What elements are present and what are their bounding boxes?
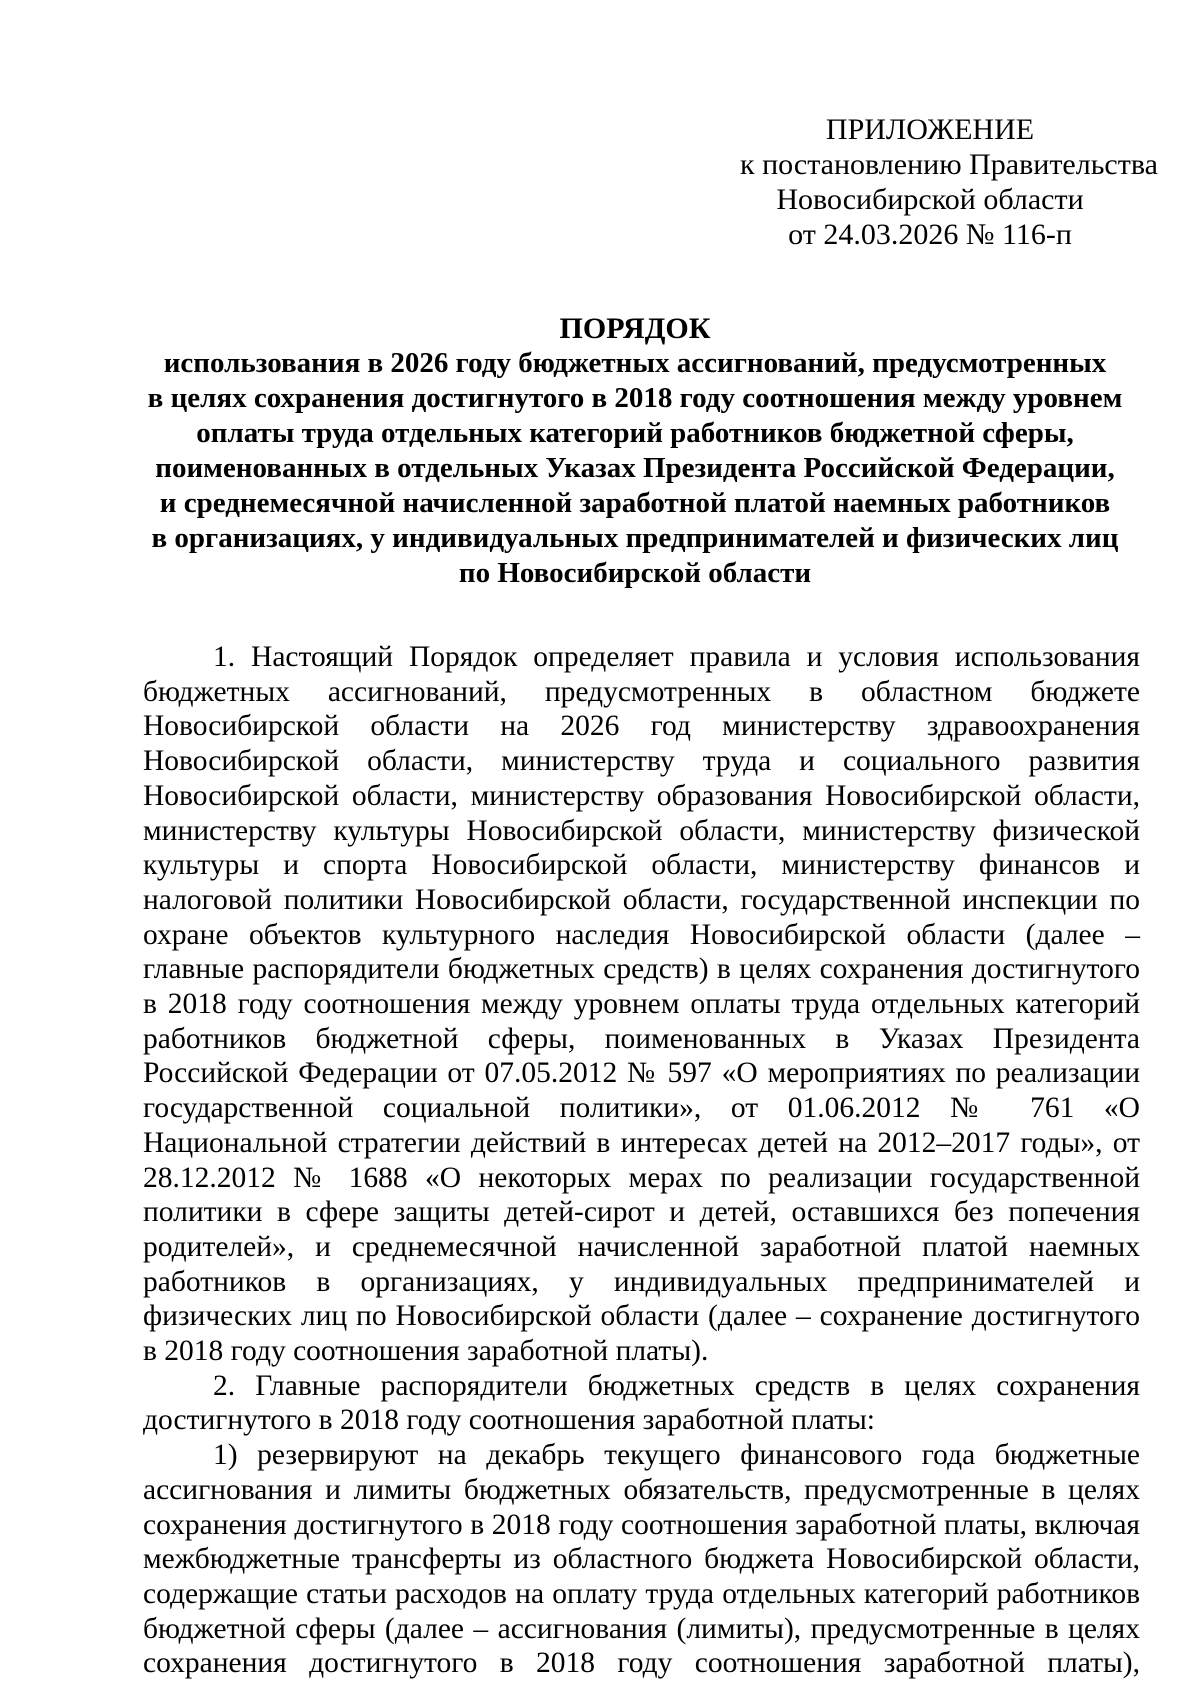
document-body xyxy=(143,640,1140,1681)
title-line: в целях сохранения достигнутого в 2018 году соотношения между уровнем xyxy=(147,382,1123,414)
appendix-resolution-ref: к постановлению Правительства xyxy=(740,148,1158,181)
appendix-region: Новосибирской области xyxy=(776,183,1084,216)
appendix-block xyxy=(740,112,1158,252)
title-line: и среднемесячной начисленной заработной платой наемных работников xyxy=(159,487,1111,519)
appendix-date-number: от 24.03.2026 № 116-п xyxy=(788,218,1072,251)
document-title xyxy=(130,311,1140,591)
title-line: по Новосибирской области xyxy=(458,557,812,589)
paragraph-1: 1. Настоящий Порядок определяет правила и условия использования бюджетных ассигнований, предусмотренных в областном бюджете Новосибирской области на 2026 год министерству здравоохранения Новосибирской области, министерству труда и социального развития Новосибирской области, министерству образования Новосибирской области, министерству культуры Новосибирской области, министерству физической культуры и спорта Новосибирской области, министерству финансов и налоговой политики Новосибирской области, государственной инспекции по охране объектов культурного наследия Новосибирской области (далее – главные распорядители бюджетных средств) в целях сохранения достигнутого в 2018 году соотношения между уровнем оплаты труда отдельных категорий работников бюджетной сферы, поименованных в Указах Президента Российской Федерации от 07.05.2012 № 597 «О мероприятиях по реализации государственной социальной политики», от 01.06.2012 № 761 «О Национальной стратегии действий в интересах детей на 2012–2017 годы», от 28.12.2012 № 1688 «О некоторых мерах по реализации государственной политики в сфере защиты детей-сирот и детей, оставшихся без попечения родителей», и среднемесячной начисленной заработной платой наемных работников в организациях, у индивидуальных предпринимателей и физических лиц по Новосибирской области (далее – сохранение достигнутого в 2018 году соотношения заработной платы). xyxy=(143,641,1140,1368)
title-line: использования в 2026 году бюджетных ассигнований, предусмотренных xyxy=(163,347,1107,379)
appendix-label: ПРИЛОЖЕНИЕ xyxy=(825,113,1035,146)
title-line: оплаты труда отдельных категорий работников бюджетной сферы, xyxy=(196,417,1074,449)
title-line: в организациях, у индивидуальных предпринимателей и физических лиц xyxy=(151,522,1119,554)
paragraph-2-1: 1) резервируют на декабрь текущего финансового года бюджетные ассигнования и лимиты бюджетных обязательств, предусмотренные в целях сохранения достигнутого в 2018 году соотношения заработной платы, включая межбюджетные трансферты из областного бюджета Новосибирской области, содержащие статьи расходов на оплату труда отдельных категорий работников бюджетной сферы (далее – ассигнования (лимиты), предусмотренные в целях сохранения достигнутого в 2018 году соотношения заработной платы), xyxy=(143,1439,1140,1680)
title-heading: ПОРЯДОК xyxy=(559,312,711,345)
title-line: поименованных в отдельных Указах Президента Российской Федерации, xyxy=(155,452,1115,484)
paragraph-2: 2. Главные распорядители бюджетных средств в целях сохранения достигнутого в 2018 году соотношения заработной платы: xyxy=(143,1369,1140,1437)
